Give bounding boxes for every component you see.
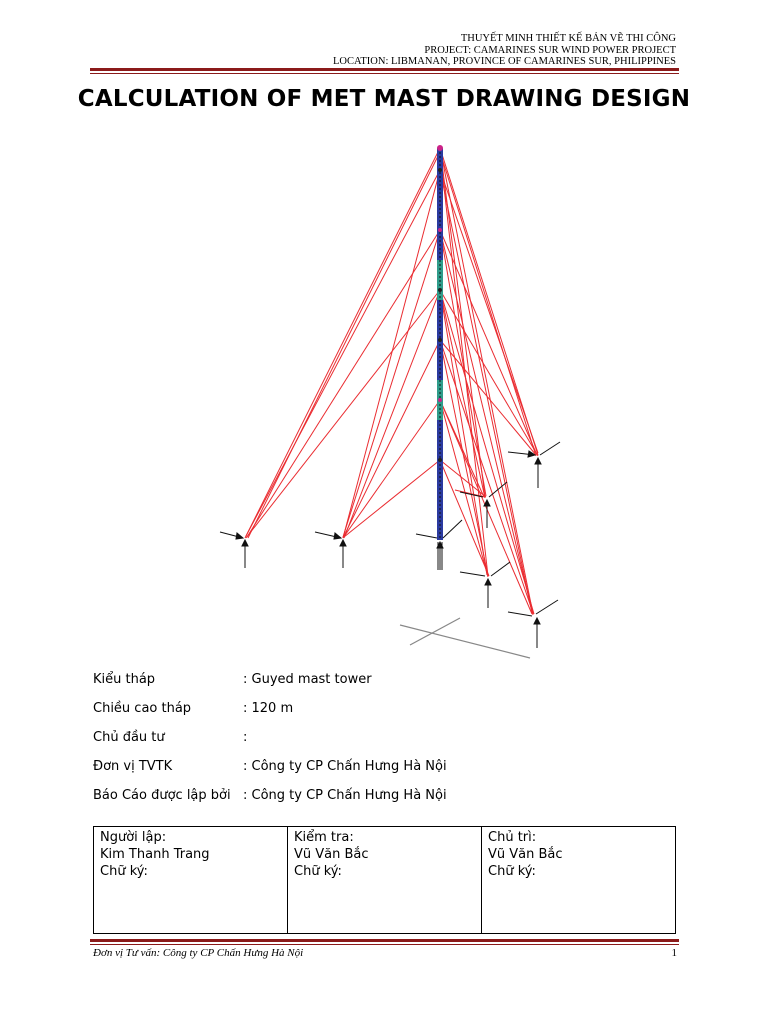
met-mast-figure: [210, 140, 580, 665]
info-row-tower-height: [93, 701, 447, 730]
info-value: : 120 m: [243, 701, 294, 716]
header-line-2: PROJECT: CAMARINES SUR WIND POWER PROJECT: [424, 44, 676, 56]
tower-info: [93, 672, 447, 817]
signature-label: Chữ ký:: [100, 864, 148, 879]
guy-wires: [245, 148, 538, 615]
signature-name: Vũ Văn Bắc: [488, 847, 563, 862]
signature-cell-lead: [482, 827, 676, 934]
info-value: : Công ty CP Chấn Hưng Hà Nội: [243, 759, 447, 774]
header-line-1: THUYẾT MINH THIẾT KẾ BẢN VẼ THI CÔNG: [460, 33, 676, 44]
info-row-prepared-by: [93, 788, 447, 817]
info-row-investor: [93, 730, 447, 759]
footer-text: Đơn vị Tư vấn: Công ty CP Chấn Hưng Hà Nội: [93, 947, 304, 959]
signature-label: Chữ ký:: [294, 864, 342, 879]
info-label: Đơn vị TVTK: [93, 759, 173, 774]
signature-name: Vũ Văn Bắc: [294, 847, 369, 862]
info-value: : Guyed mast tower: [243, 672, 372, 687]
info-row-consultant: [93, 759, 447, 788]
signature-cell-checker: [288, 827, 482, 934]
footer-rule-thin: [90, 944, 679, 945]
info-value: :: [243, 730, 248, 745]
signature-role: Kiểm tra:: [294, 830, 354, 845]
header-rule-thick: [90, 68, 679, 71]
footer-rule-thick: [90, 939, 679, 942]
signature-role: Chủ trì:: [488, 830, 537, 845]
header-rule-thin: [90, 73, 679, 74]
document-header: [333, 33, 676, 68]
info-row-tower-type: [93, 672, 447, 701]
header-line-3: LOCATION: LIBMANAN, PROVINCE OF CAMARINES SUR, PHILIPPINES: [332, 56, 676, 67]
ground-lines: [400, 618, 530, 658]
mast: [437, 145, 443, 540]
signature-role: Người lập:: [100, 830, 167, 845]
signature-cell-preparer: [94, 827, 288, 934]
page-number: 1: [671, 947, 677, 959]
support-arrows: [220, 442, 560, 648]
signature-table: [93, 826, 676, 934]
info-value: : Công ty CP Chấn Hưng Hà Nội: [243, 788, 447, 803]
signature-label: Chữ ký:: [488, 864, 536, 879]
info-label: Kiểu tháp: [93, 672, 156, 687]
signature-name: Kim Thanh Trang: [100, 847, 210, 862]
info-label: Chủ đầu tư: [93, 730, 165, 745]
document-title: CALCULATION OF MET MAST DRAWING DESIGN: [77, 86, 691, 112]
info-label: Báo Cáo được lập bởi: [93, 788, 231, 803]
info-label: Chiều cao tháp: [93, 701, 192, 716]
